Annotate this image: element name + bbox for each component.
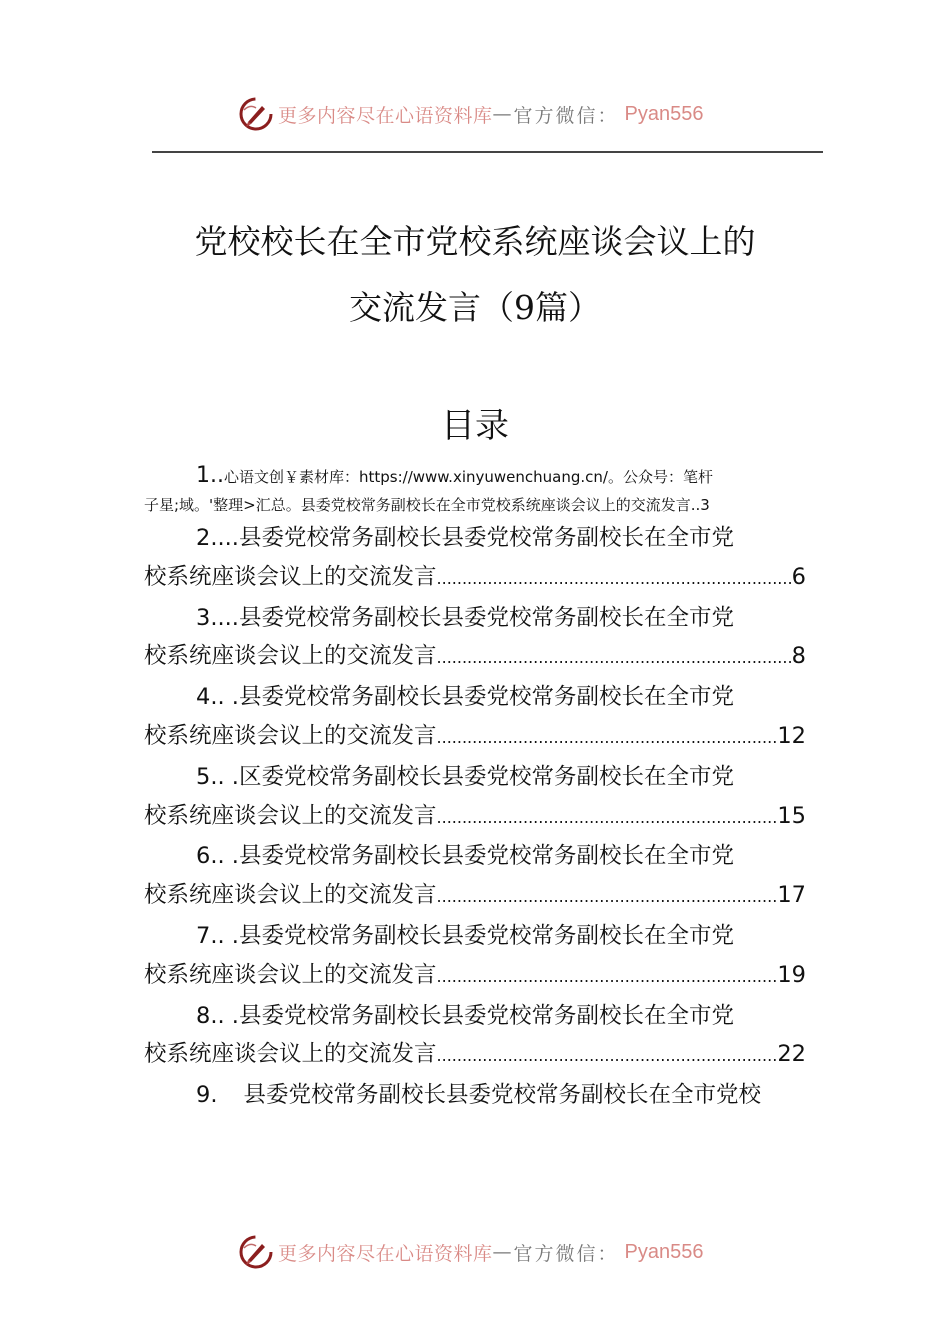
promo-text: 更多内容尽在心语资料库 bbox=[278, 1242, 493, 1265]
toc-leader-dots bbox=[437, 878, 778, 917]
toc-page-number: 15 bbox=[777, 802, 806, 829]
toc-entry-number: 8.. . bbox=[196, 1002, 239, 1029]
toc-entry-9[interactable] bbox=[144, 1076, 806, 1115]
toc-leader-dots bbox=[437, 560, 792, 599]
separator: — bbox=[492, 103, 514, 125]
toc-entry-text: 区委党校常务副校长县委党校常务副校长在全市党 bbox=[238, 763, 734, 790]
toc-leader-dots bbox=[437, 799, 778, 838]
toc-leader-dots bbox=[437, 958, 778, 997]
toc-entry-text: 校系统座谈会议上的交流发言 bbox=[144, 722, 437, 749]
toc-heading: 目录 bbox=[441, 406, 509, 446]
wechat-id: Pyan556 bbox=[624, 102, 704, 125]
separator: — bbox=[492, 1241, 514, 1263]
wechat-label: 官方微信： bbox=[513, 104, 619, 127]
toc-entry-number: 6.. . bbox=[196, 843, 239, 870]
quill-pen-logo-icon bbox=[238, 96, 274, 132]
toc-entry-number: 5.. . bbox=[196, 763, 239, 790]
toc-entry-text: 县委党校常务副校长县委党校常务副校长在全市党 bbox=[238, 843, 734, 870]
promo-text: 更多内容尽在心语资料库 bbox=[278, 104, 493, 127]
toc-entry-number: 7.. . bbox=[196, 922, 239, 949]
toc-leader-dots bbox=[437, 719, 778, 758]
toc-entry-8[interactable] bbox=[144, 997, 806, 1077]
toc-entry-3[interactable] bbox=[144, 599, 806, 679]
toc-entry-4[interactable] bbox=[144, 678, 806, 758]
toc-page-number: 6 bbox=[791, 563, 806, 590]
toc-entry-text: 县委党校常务副校长县委党校常务副校长在全市党 bbox=[238, 684, 734, 711]
document-title-line2: 交流发言（9篇） bbox=[349, 288, 601, 327]
toc-entry-5[interactable] bbox=[144, 758, 806, 838]
toc-entry-text: 县委党校常务副校长县委党校常务副校长在全市党 bbox=[238, 525, 734, 551]
toc-entry-1[interactable] bbox=[144, 462, 806, 519]
toc-leader-dots bbox=[437, 1037, 778, 1076]
header-divider bbox=[152, 151, 823, 153]
toc-entry-text: 心语文创￥素材库：https://www.xinyuwenchuang.cn/。公众号：笔杆 bbox=[223, 468, 713, 486]
toc-entry-text: 校系统座谈会议上的交流发言 bbox=[144, 882, 437, 909]
toc-entry-text: 子星;域。'整理>汇总。县委党校常务副校长在全市党校系统座谈会议上的交流发言..3 bbox=[144, 496, 710, 514]
toc-entry-text: 县委党校常务副校长县委党校常务副校长在全市党 bbox=[238, 922, 734, 949]
toc-entry-6[interactable] bbox=[144, 837, 806, 917]
toc-entry-text: 校系统座谈会议上的交流发言 bbox=[144, 961, 437, 988]
toc-entry-number: 1.. bbox=[196, 463, 224, 488]
toc-entry-text: 县委党校常务副校长县委党校常务副校长在全市党 bbox=[238, 604, 734, 631]
toc-page-number: 22 bbox=[777, 1041, 806, 1068]
toc-entry-number: 4.. . bbox=[196, 684, 239, 711]
footer-banner bbox=[238, 1232, 704, 1272]
toc-entry-text: 县委党校常务副校长县委党校常务副校长在全市党 bbox=[238, 1002, 734, 1029]
table-of-contents bbox=[144, 462, 806, 1115]
toc-entry-number: 9. bbox=[196, 1082, 218, 1109]
toc-entry-text: 校系统座谈会议上的交流发言 bbox=[144, 563, 437, 590]
toc-entry-text: 校系统座谈会议上的交流发言 bbox=[144, 643, 437, 670]
toc-entry-text: 校系统座谈会议上的交流发言 bbox=[144, 802, 437, 829]
wechat-id: Pyan556 bbox=[624, 1240, 704, 1263]
toc-entry-text: 县委党校常务副校长县委党校常务副校长在全市党校 bbox=[243, 1082, 761, 1109]
toc-entry-2[interactable] bbox=[144, 519, 806, 599]
toc-page-number: 19 bbox=[777, 961, 806, 988]
toc-page-number: 8 bbox=[791, 643, 806, 670]
toc-page-number: 17 bbox=[777, 882, 806, 909]
wechat-label: 官方微信： bbox=[513, 1242, 619, 1265]
toc-entry-text: 校系统座谈会议上的交流发言 bbox=[144, 1041, 437, 1068]
toc-page-number: 12 bbox=[777, 722, 806, 749]
header-banner bbox=[238, 94, 704, 134]
quill-pen-logo-icon bbox=[238, 1234, 274, 1270]
toc-entry-number: 2.... bbox=[196, 525, 239, 551]
toc-entry-7[interactable] bbox=[144, 917, 806, 997]
toc-entry-number: 3.... bbox=[196, 604, 239, 631]
toc-leader-dots bbox=[437, 639, 792, 678]
document-title-line1: 党校校长在全市党校系统座谈会议上的 bbox=[194, 222, 756, 261]
